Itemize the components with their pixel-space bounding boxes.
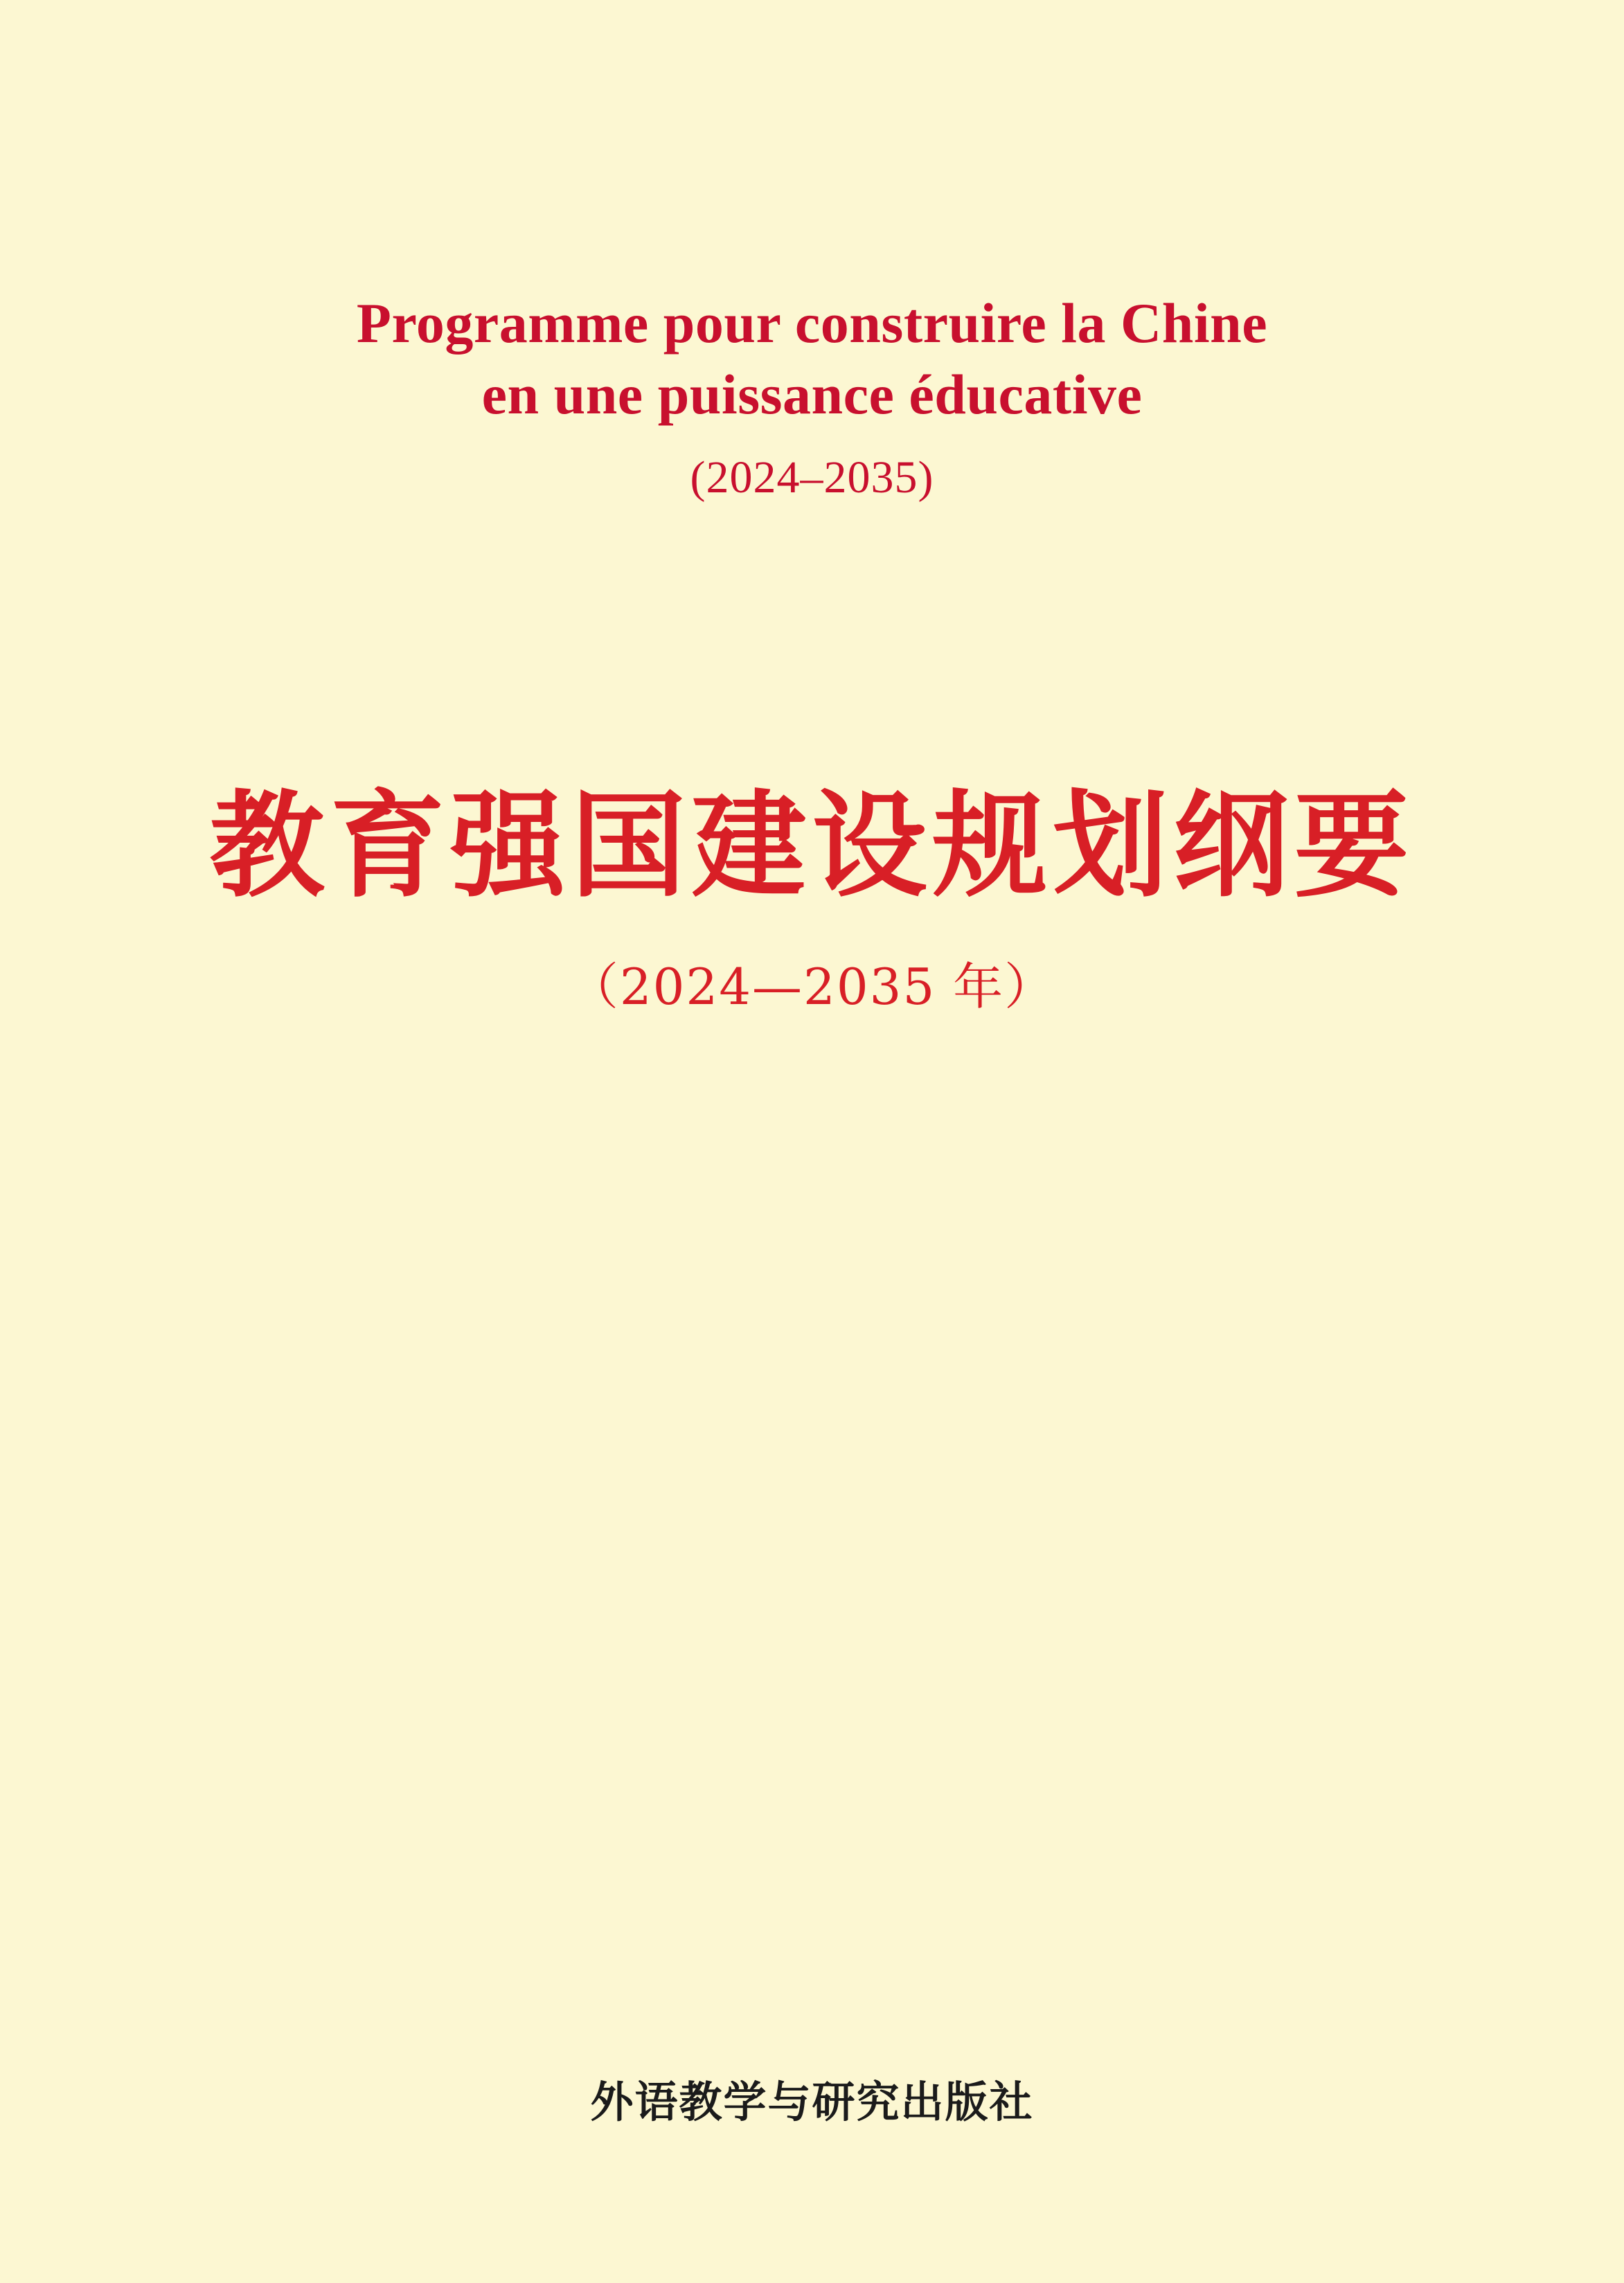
chinese-year-range: （2024—2035 年） xyxy=(568,957,1056,1016)
french-year-range: (2024–2035) xyxy=(690,451,934,503)
french-title-line-1: Programme pour construire la Chine xyxy=(356,292,1268,355)
chinese-title-block xyxy=(0,781,1624,1019)
publisher-name: 外语教学与研究出版社 xyxy=(590,2077,1034,2127)
french-title-block xyxy=(0,287,1624,504)
chinese-title: 教育强国建设规划纲要 xyxy=(209,779,1415,913)
french-title-line-2: en une puissance éducative xyxy=(481,363,1143,427)
